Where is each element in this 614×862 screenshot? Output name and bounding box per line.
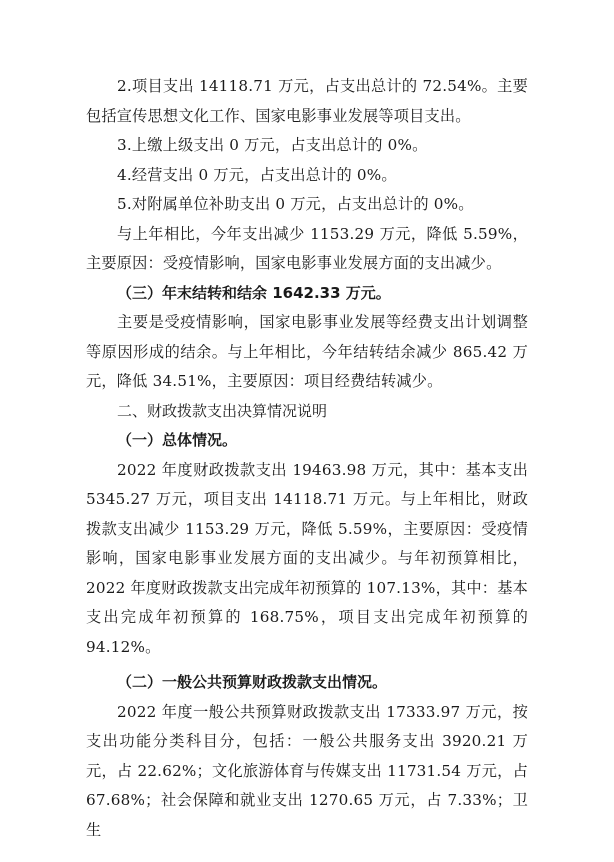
paragraph-operating-expenditure: 4.经营支出 0 万元，占支出总计的 0%。 — [117, 165, 397, 184]
paragraph-subsidiary-subsidy: 5.对附属单位补助支出 0 万元，占支出总计的 0%。 — [117, 195, 474, 213]
paragraph-overall: 2022 年度财政拨款支出 19463.98 万元，其中：基本支出 5345.27 万元，项目支出 14118.71 万元。与上年相比，财政拨款支出减少 1153.29 万元，降低 5.59%，主要原因：受疫情影响，国家电影事业发展方面的支出减少。与年初预算相比，2022 年度财政拨款支出完成年初预算的 107.13%，其中：基本支出完成年初预算的 168.75%，项目支出完成年初预算的 94.12%。 — [86, 460, 528, 656]
paragraph-upper-level-expenditure: 3.上缴上级支出 0 万元，占支出总计的 0%。 — [117, 136, 428, 154]
paragraph-general-budget: 2022 年度一般公共预算财政拨款支出 17333.97 万元，按支出功能分类科目分，包括：一般公共服务支出 3920.21 万元，占 22.62%；文化旅游体育与传媒支出 11731.54 万元，占 67.68%；社会保障和就业支出 1270.65 万元，占 7.33%；卫生 — [86, 702, 528, 839]
paragraph-project-expenditure: 2.项目支出 14118.71 万元，占支出总计的 72.54%。主要包括宣传思想文化工作、国家电影事业发展等项目支出。 — [86, 77, 528, 125]
section-heading-general-budget: （二）一般公共预算财政拨款支出情况。 — [117, 673, 388, 691]
part-heading-fiscal-appropriation: 二、财政拨款支出决算情况说明 — [117, 401, 328, 420]
paragraph-carryover: 主要是受疫情影响，国家电影事业发展等经费支出计划调整等原因形成的结余。与上年相比，今年结转结余减少 865.42 万元，降低 34.51%，主要原因：项目经费结转减少。 — [86, 313, 528, 390]
section-heading-overall: （一）总体情况。 — [117, 431, 238, 449]
paragraph-yoy-comparison: 与上年相比，今年支出减少 1153.29 万元，降低 5.59%，主要原因：受疫情影响，国家电影事业发展方面的支出减少。 — [86, 224, 528, 272]
section-heading-carryover: （三）年末结转和结余 1642.33 万元。 — [117, 283, 391, 302]
